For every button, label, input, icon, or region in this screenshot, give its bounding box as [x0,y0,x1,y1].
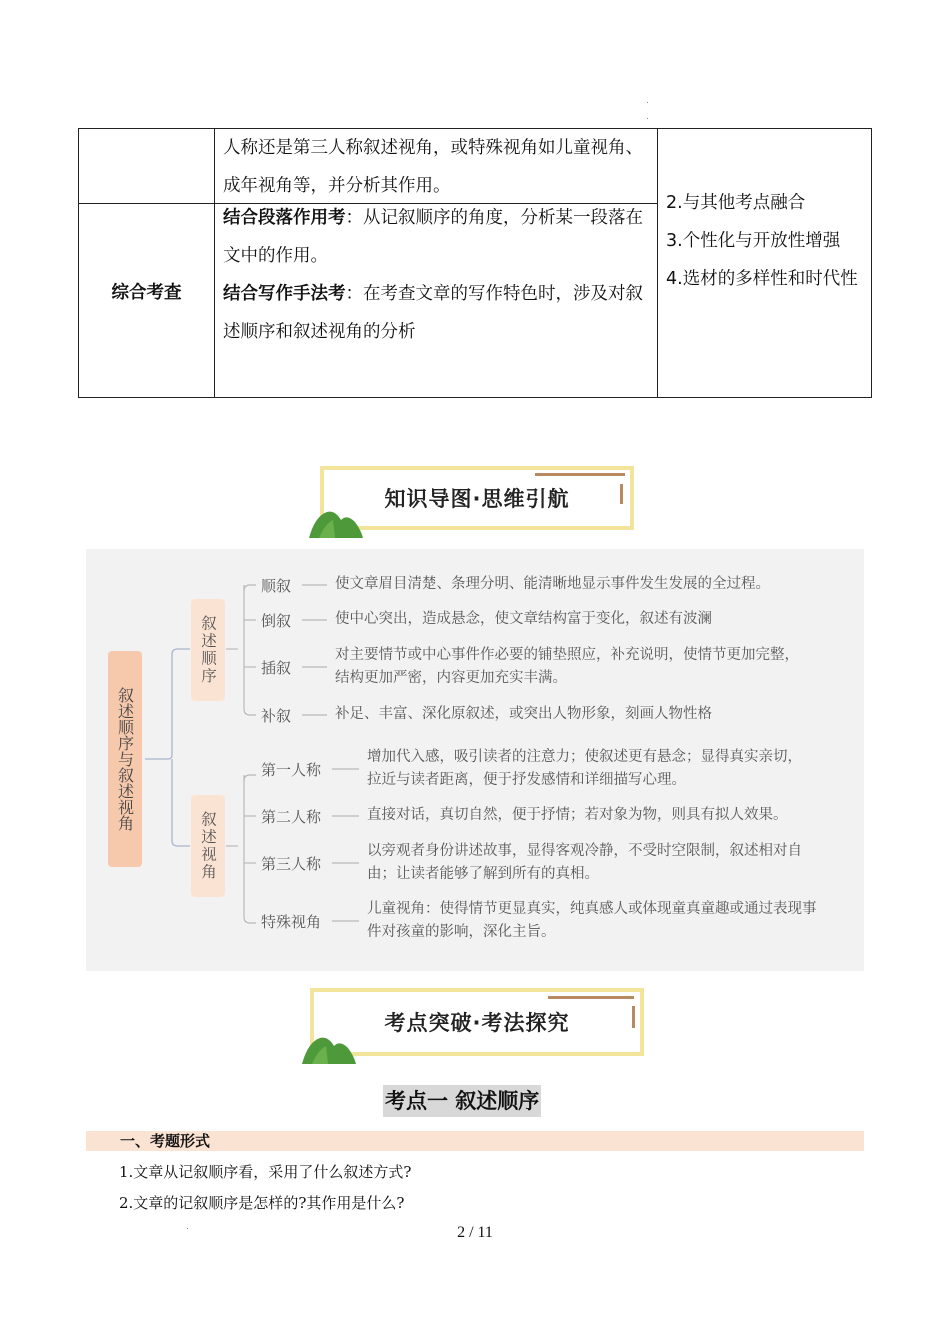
leaf-label: 顺叙 [261,577,292,595]
leaf-label: 第二人称 [261,808,322,826]
leaf-desc: 以旁观者身份讲述故事，显得客观冷静，不受时空限制，叙述相对自由；让读者能够了解到所有的真相。 [367,843,802,882]
leaf-desc: 直接对话，真切自然，便于抒情；若对象为物，则具有拟人效果。 [367,807,788,823]
leaf-desc: 使中心突出，造成悬念，使文章结构富于变化，叙述有波澜 [335,611,712,627]
mountain-icon [305,502,365,540]
table-right-item: 4.选材的多样性和时代性 [666,269,858,289]
leaf-label: 补叙 [261,707,292,725]
page-number: 2 / 11 [457,1224,493,1241]
mind-map-branch-perspective: 叙述视角 [191,795,225,897]
banner-tick [632,1006,635,1028]
banner-title: 知识导图·思维引航 [320,466,634,530]
table-right-list [666,184,871,298]
artifact-dot [647,102,648,103]
table-row2-label: 综合考查 [111,283,182,303]
leaf-label: 特殊视角 [261,913,322,931]
section-banner-mindmap [305,462,635,540]
leaf-desc: 增加代入感，吸引读者的注意力；使叙述更有悬念；显得真实亲切，拉近与读者距离，便于抒发感情和详细描写心理。 [367,749,802,788]
banner-title: 考点突破·考法探究 [310,988,644,1056]
table-row2-content [223,199,653,351]
leaf-label: 倒叙 [261,612,292,630]
section-banner-breakthrough [298,986,648,1066]
subhead-bar [86,1131,864,1151]
mind-map-branch-order: 叙述顺序 [191,599,225,701]
table-right-item: 2.与其他考点融合 [666,193,806,213]
table-row2-item2: 结合写作手法考：在考查文章的写作特色时，涉及对叙述顺序和叙述视角的分析 [223,284,643,342]
leaf-desc: 儿童视角：使得情节更显真实，纯真感人或体现童真童趣或通过表现事件对孩童的影响，深化主旨。 [367,901,817,940]
section-title: 考点一 叙述顺序 [383,1085,541,1117]
table-right-item: 3.个性化与开放性增强 [666,231,841,251]
leaf-label: 插叙 [261,659,292,677]
leaf-desc: 对主要情节或中心事件作必要的铺垫照应，补充说明，使情节更加完整，结构更加严密，内容更加充实丰满。 [335,647,799,686]
subhead-title: 一、考题形式 [120,1132,211,1150]
artifact-dot [647,118,648,119]
mind-map-root: 叙述顺序与叙述视角 [108,651,142,867]
leaf-label: 第一人称 [261,761,322,779]
question-item: 2.文章的记叙顺序是怎样的?其作用是什么? [119,1194,405,1212]
mountain-icon [298,1028,358,1066]
leaf-label: 第三人称 [261,855,322,873]
question-item: 1.文章从记叙顺序看，采用了什么叙述方式? [119,1163,412,1181]
table-row2-item1: 结合段落作用考：从记叙顺序的角度，分析某一段落在文中的作用。 [223,208,643,266]
exam-info-table [78,128,872,398]
banner-stripe [548,996,634,999]
table-row1-text: 人称还是第三人称叙述视角，或特殊视角如儿童视角、成年视角等，并分析其作用。 [223,138,643,196]
banner-stripe [535,473,625,476]
mind-map [86,549,864,971]
leaf-desc: 补足、丰富、深化原叙述，或突出人物形象，刻画人物性格 [335,706,712,722]
banner-tick [620,484,623,504]
leaf-desc: 使文章眉目清楚、条理分明、能清晰地显示事件发生发展的全过程。 [335,576,770,592]
